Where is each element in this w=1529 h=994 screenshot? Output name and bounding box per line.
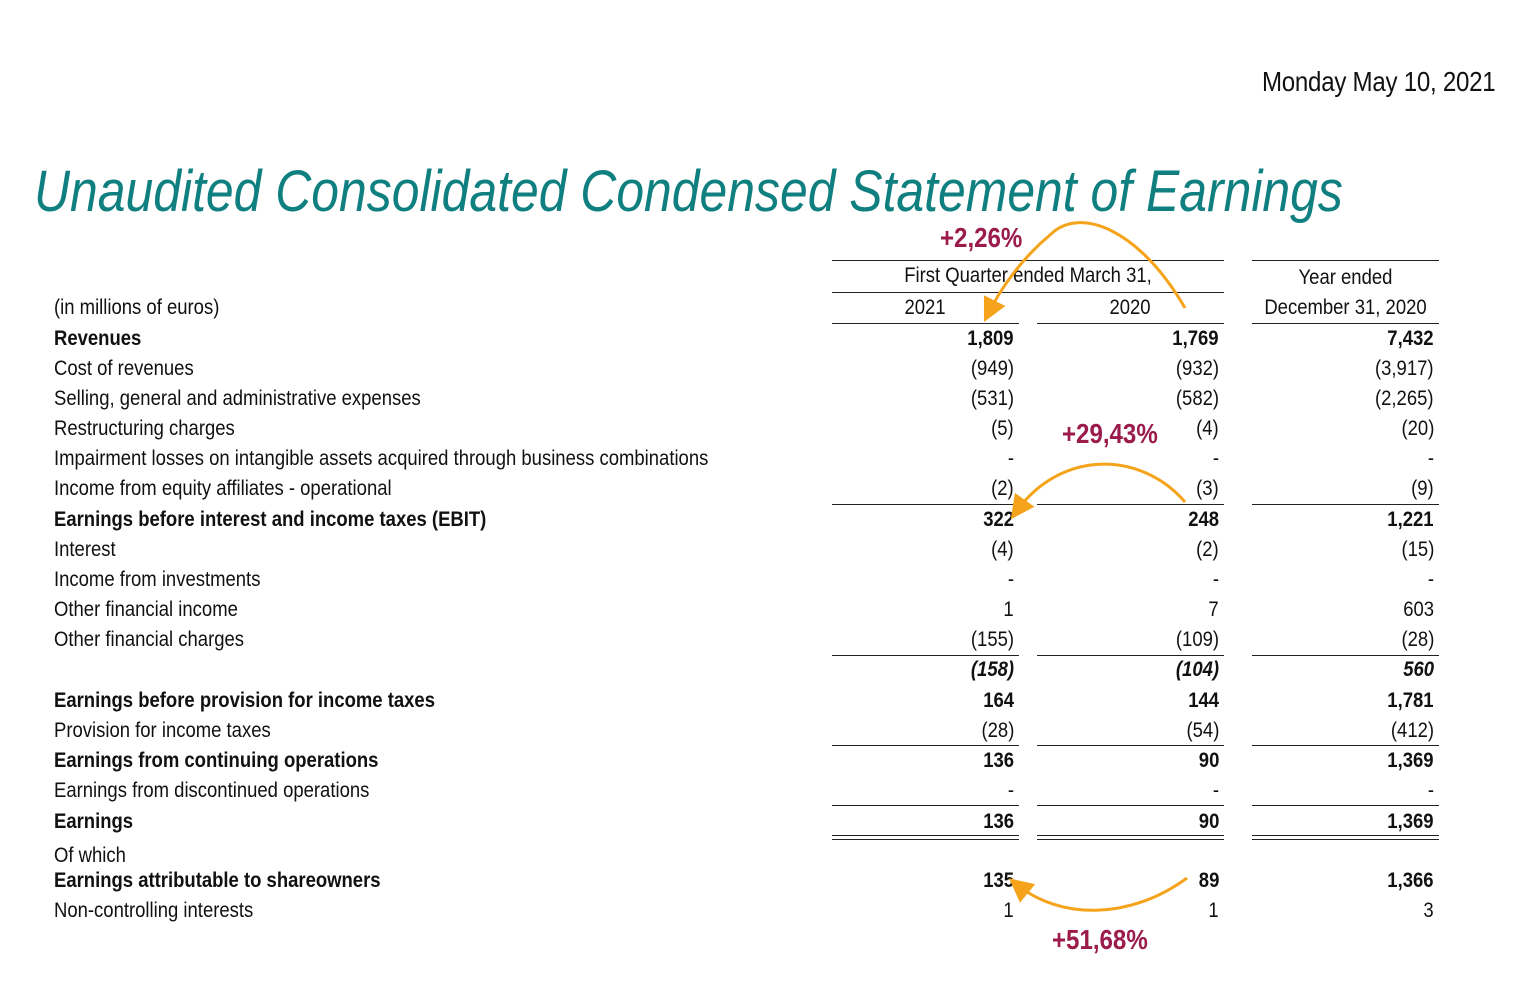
value-fy-2020: - (1427, 779, 1434, 802)
value-q1-2020: 248 (1188, 508, 1219, 531)
row-label: Earnings before provision for income taxes (54, 689, 435, 712)
value-fy-2020: 1,366 (1387, 869, 1434, 892)
value-fy-2020: 1,221 (1387, 508, 1434, 531)
statement-title: Unaudited Consolidated Condensed Statement of Earnings (34, 159, 1343, 224)
value-q1-2021: - (1007, 779, 1014, 802)
value-fy-2020: 1,781 (1387, 689, 1434, 712)
value-q1-2021: (28) (981, 719, 1014, 742)
value-q1-2020: 1,769 (1172, 327, 1219, 350)
row-label: Income from investments (54, 568, 261, 591)
revenues-growth-label: +2,26% (940, 222, 1023, 253)
value-fy-2020: (412) (1390, 719, 1434, 742)
value-q1-2021: 1,809 (967, 327, 1014, 350)
value-fy-2020: (15) (1401, 538, 1434, 561)
value-q1-2020: (109) (1175, 628, 1219, 651)
value-q1-2020: 144 (1188, 689, 1219, 712)
shareowners-growth-label: +51,68% (1052, 924, 1148, 955)
value-fy-2020: 7,432 (1387, 327, 1434, 350)
row-label: Other financial income (54, 598, 238, 621)
value-q1-2020: (104) (1175, 658, 1219, 681)
row-label: Earnings before interest and income taxes (EBIT) (54, 508, 487, 531)
row-label: Selling, general and administrative expenses (54, 387, 421, 410)
value-q1-2021: (949) (970, 357, 1014, 380)
value-q1-2020: (582) (1175, 387, 1219, 410)
report-date: Monday May 10, 2021 (1261, 66, 1495, 97)
value-q1-2020: - (1212, 568, 1219, 591)
value-q1-2021: 136 (983, 810, 1014, 833)
value-q1-2021: 135 (983, 869, 1014, 892)
value-q1-2020: 7 (1208, 598, 1219, 621)
value-q1-2020: (4) (1196, 417, 1219, 440)
value-q1-2021: (155) (970, 628, 1014, 651)
row-label: Other financial charges (54, 628, 245, 651)
column-header-2021: 2021 (904, 296, 946, 319)
row-label: Impairment losses on intangible assets acquired through business combinations (54, 447, 709, 470)
row-label: Earnings (54, 810, 134, 833)
value-fy-2020: 3 (1423, 899, 1434, 922)
row-label: Earnings from continuing operations (54, 749, 379, 772)
value-q1-2021: 136 (983, 749, 1014, 772)
column-header-2020: 2020 (1109, 296, 1151, 319)
row-label: Of which (54, 844, 126, 867)
value-q1-2020: (932) (1175, 357, 1219, 380)
value-fy-2020: (9) (1411, 477, 1434, 500)
row-label: Earnings attributable to shareowners (54, 869, 381, 892)
value-q1-2020: 90 (1198, 749, 1219, 772)
value-fy-2020: (20) (1401, 417, 1434, 440)
value-q1-2021: - (1007, 568, 1014, 591)
value-q1-2020: 89 (1198, 869, 1219, 892)
year-header-line2: December 31, 2020 (1264, 296, 1427, 319)
value-fy-2020: (3,917) (1375, 357, 1434, 380)
row-label: Earnings from discontinued operations (54, 779, 370, 802)
ebit-growth-label: +29,43% (1062, 418, 1158, 449)
year-header-line1: Year ended (1298, 266, 1393, 289)
row-label: Non-controlling interests (54, 899, 254, 922)
value-q1-2020: - (1212, 779, 1219, 802)
value-q1-2020: (2) (1196, 538, 1219, 561)
units-label: (in millions of euros) (54, 296, 220, 319)
row-label: Revenues (54, 327, 142, 350)
value-q1-2021: 1 (1003, 899, 1014, 922)
value-q1-2021: (158) (970, 658, 1014, 681)
value-q1-2020: 90 (1198, 810, 1219, 833)
value-q1-2020: 1 (1208, 899, 1219, 922)
value-q1-2021: 1 (1003, 598, 1014, 621)
value-q1-2021: (5) (991, 417, 1014, 440)
value-q1-2021: (2) (991, 477, 1014, 500)
value-q1-2020: - (1212, 447, 1219, 470)
value-q1-2021: (531) (970, 387, 1014, 410)
row-label: Interest (54, 538, 116, 561)
value-q1-2021: 322 (983, 508, 1014, 531)
value-fy-2020: (2,265) (1375, 387, 1434, 410)
value-fy-2020: - (1427, 568, 1434, 591)
value-q1-2021: 164 (983, 689, 1014, 712)
row-label: Cost of revenues (54, 357, 194, 380)
value-fy-2020: - (1427, 447, 1434, 470)
value-fy-2020: 1,369 (1387, 749, 1434, 772)
quarter-header: First Quarter ended March 31, (904, 264, 1152, 287)
value-fy-2020: (28) (1401, 628, 1434, 651)
value-q1-2021: - (1007, 447, 1014, 470)
row-label: Restructuring charges (54, 417, 235, 440)
value-fy-2020: 1,369 (1387, 810, 1434, 833)
row-label: Provision for income taxes (54, 719, 271, 742)
ebit-growth-arrow (1016, 464, 1185, 512)
row-label: Income from equity affiliates - operational (54, 477, 392, 500)
value-q1-2021: (4) (991, 538, 1014, 561)
value-q1-2020: (54) (1186, 719, 1219, 742)
shareowners-growth-arrow (1016, 878, 1187, 910)
value-fy-2020: 603 (1403, 598, 1434, 621)
value-q1-2020: (3) (1196, 477, 1219, 500)
value-fy-2020: 560 (1403, 658, 1434, 681)
